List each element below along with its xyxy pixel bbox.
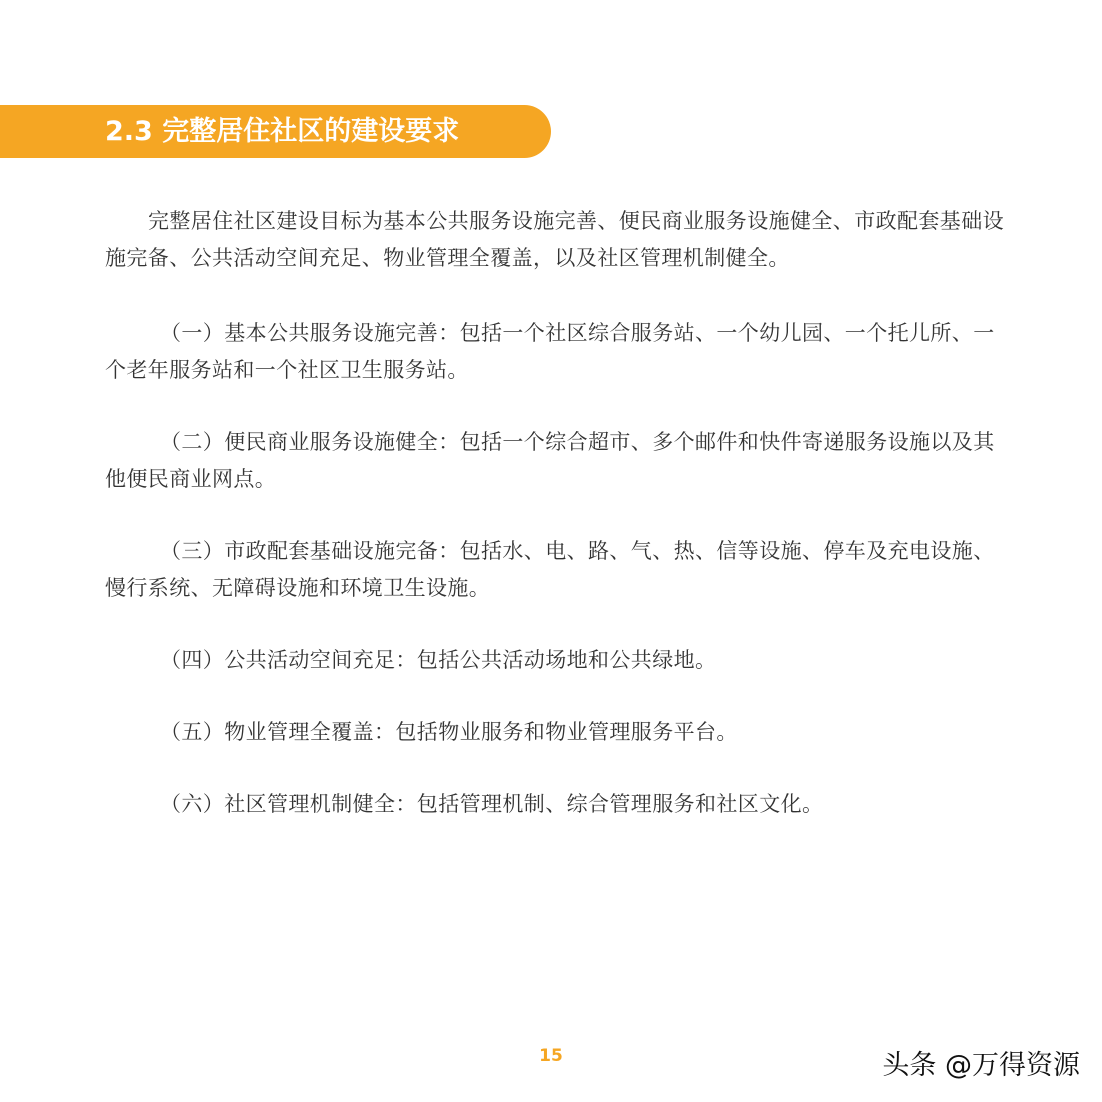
list-item: （五）物业管理全覆盖：包括物业服务和物业管理服务平台。 — [160, 720, 738, 744]
list-item: （四）公共活动空间充足：包括公共活动场地和公共绿地。 — [160, 648, 717, 672]
list-item: （二）便民商业服务设施健全：包括一个综合超市、多个邮件和快件寄递服务设施以及其他便民商业网点。 — [105, 430, 995, 491]
page-number: 15 — [539, 1046, 563, 1066]
document-body — [105, 203, 1005, 858]
section-banner — [0, 105, 551, 158]
list-item: （六）社区管理机制健全：包括管理机制、综合管理服务和社区文化。 — [160, 792, 824, 816]
intro-paragraph: 完整居住社区建设目标为基本公共服务设施完善、便民商业服务设施健全、市政配套基础设施完备、公共活动空间充足、物业管理全覆盖，以及社区管理机制健全。 — [105, 209, 1004, 270]
watermark: 头条 @万得资源 — [882, 1050, 1080, 1081]
list-item: （一）基本公共服务设施完善：包括一个社区综合服务站、一个幼儿园、一个托儿所、一个老年服务站和一个社区卫生服务站。 — [105, 321, 995, 382]
section-title: 2.3 完整居住社区的建设要求 — [105, 116, 460, 147]
list-item: （三）市政配套基础设施完备：包括水、电、路、气、热、信等设施、停车及充电设施、慢行系统、无障碍设施和环境卫生设施。 — [105, 539, 995, 600]
